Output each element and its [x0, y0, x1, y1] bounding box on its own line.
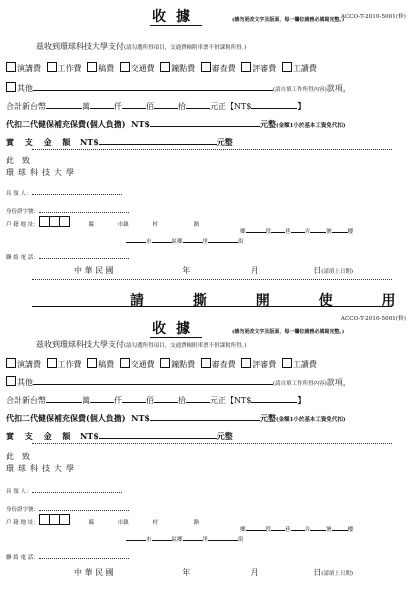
id-line: 身份證字號：: [6, 502, 129, 515]
other-line: 其他 (請自填工作所得內容)款項，: [6, 376, 351, 389]
recipient-line: 具 領 人：: [6, 484, 122, 497]
postcode-boxes[interactable]: [39, 216, 69, 231]
total-line: 合計新台幣 萬 仟 佰 拾 元正【NT$ 】: [6, 395, 306, 405]
receipt-form-top: [0, 0, 420, 282]
date-line: 中 華 民 國 年 月 日(請填上日期): [74, 568, 354, 577]
checkbox[interactable]: [6, 376, 16, 386]
checkbox[interactable]: [47, 62, 57, 72]
received-line: 茲收到環球科技大學支付(請勾選所得項目，交通費檢附車票不併課稅所得。): [36, 340, 247, 349]
postcode-boxes[interactable]: [39, 514, 69, 529]
checkbox[interactable]: [282, 358, 292, 368]
checkbox[interactable]: [160, 358, 170, 368]
checkbox[interactable]: [201, 62, 211, 72]
address-line-2: 市 區鄉 里 街: [126, 236, 244, 247]
other-line: 其他 (請自填工作所得內容)款項，: [6, 82, 351, 95]
nhi-line: 代扣二代健保補充保費(個人負擔) NT$ 元整(金額1小於基本工資免代扣): [6, 119, 346, 129]
date-line: 中 華 民 國 年 月 日(請填上日期): [74, 266, 354, 275]
checkbox[interactable]: [282, 62, 292, 72]
address-line-1b: 鄉 段 巷 弄 號 樓: [240, 226, 353, 237]
actual-amount-line: 實 支 金 額 NT$ 元整: [6, 137, 233, 147]
receipt-title: 收據: [152, 321, 200, 337]
checkbox[interactable]: [120, 358, 130, 368]
id-line: 身份證字號：: [6, 204, 129, 217]
checkbox[interactable]: [87, 358, 97, 368]
address-line-1: 戶 籍 地 址： 縣 市鎮 村 路: [6, 514, 199, 529]
total-line: 合計新台幣 萬 仟 佰 拾 元正【NT$ 】: [6, 101, 306, 111]
other-field[interactable]: [33, 376, 273, 385]
form-code: ACCO-T-2010-5001(修): [340, 316, 406, 322]
checkbox[interactable]: [241, 62, 251, 72]
checkbox[interactable]: [120, 62, 130, 72]
receipt-form-bottom: [0, 312, 420, 594]
checkbox[interactable]: [6, 62, 16, 72]
received-line: 茲收到環球科技大學支付(請勾選所得項目，交通費檢附車票不併課稅所得。): [36, 42, 247, 51]
to-label: 此 致: [6, 452, 30, 461]
checkbox[interactable]: [6, 82, 16, 92]
address-line-1: 戶 籍 地 址： 縣 市鎮 村 路: [6, 216, 199, 231]
to-label: 此 致: [6, 156, 30, 165]
income-items: 演講費 工作費 稿費 交通費 鐘點費 審查費 評審費 工讀費: [6, 358, 320, 370]
tear-line: [32, 306, 392, 307]
checkbox[interactable]: [160, 62, 170, 72]
checkbox[interactable]: [6, 358, 16, 368]
title-note: (請勿更改文字及版面，每一欄位請務必填寫完整。): [232, 329, 345, 335]
form-code: ACCO-T-2010-5001(修): [340, 14, 406, 20]
address-line-2: 市 區鄉 里 街: [126, 534, 244, 545]
other-field[interactable]: [33, 82, 273, 91]
nhi-line: 代扣二代健保補充保費(個人負擔) NT$ 元整(金額1小於基本工資免代扣): [6, 413, 346, 423]
tear-instruction: 請 撕 開 使 用: [130, 293, 418, 309]
receipt-title: 收據: [152, 9, 200, 25]
phone-line: 聯 絡 電 話：: [6, 250, 129, 263]
income-items: 演講費 工作費 稿費 交通費 鐘點費 審查費 評審費 工讀費: [6, 62, 320, 74]
recipient-line: 具 領 人：: [6, 186, 122, 199]
address-line-1b: 鄉 段 巷 弄 號 樓: [240, 524, 353, 535]
title-note: (請勿更改文字及版面，每一欄位請務必填寫完整。): [232, 17, 345, 23]
checkbox[interactable]: [201, 358, 211, 368]
checkbox[interactable]: [47, 358, 57, 368]
phone-line: 聯 絡 電 話：: [6, 550, 129, 563]
checkbox[interactable]: [87, 62, 97, 72]
checkbox[interactable]: [241, 358, 251, 368]
school-name: 環球科技大學: [6, 464, 78, 473]
actual-amount-line: 實 支 金 額 NT$ 元整: [6, 431, 233, 441]
school-name: 環球科技大學: [6, 168, 78, 177]
